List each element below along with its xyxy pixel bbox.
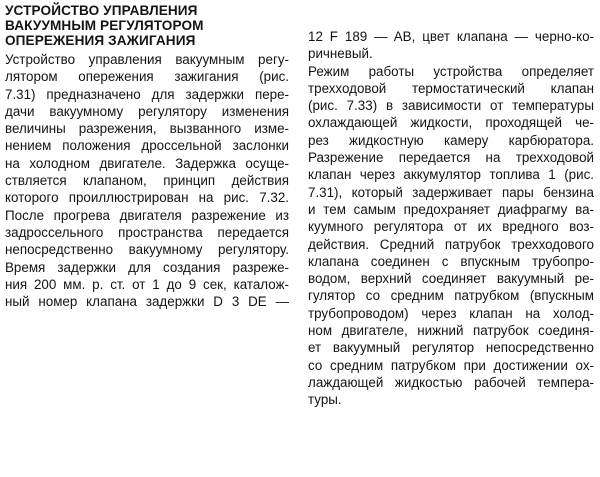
text-line: клапана соединен с впускным трубопро- bbox=[308, 253, 594, 269]
text-line: дачи вакуумному регулятору изменения bbox=[5, 103, 289, 119]
text-line: ствляется клапаном, принцип действия bbox=[5, 173, 289, 189]
text-line: клапан через аккумулятор топлива 1 (рис. bbox=[308, 167, 594, 183]
text-line: лаждающей жидкостью рабочей темпера- bbox=[308, 374, 594, 390]
text-line: гулятор со средним патрубком (впускным bbox=[308, 288, 594, 304]
text-line: трехходовой термостатический клапан bbox=[308, 80, 594, 96]
text-line: со средним патрубком при достижении ох- bbox=[308, 357, 594, 373]
text-line: ет вакуумный регулятор непосредственно bbox=[308, 340, 594, 356]
text-line: Устройство управления вакуумным регу- bbox=[5, 52, 289, 67]
heading-line: ОПЕРЕЖЕНИЯ ЗАЖИГАНИЯ bbox=[5, 33, 196, 48]
text-line: ном двигателе, нижний патрубок соединя- bbox=[308, 323, 594, 339]
heading-line: УСТРОЙСТВО УПРАВЛЕНИЯ bbox=[5, 3, 198, 18]
text-line: ричневый. bbox=[308, 46, 373, 62]
text-line: ный номер клапана задержки D 3 DE — bbox=[5, 294, 289, 310]
section-heading bbox=[5, 3, 289, 48]
text-line: трубопроводом) через клапан на холод- bbox=[308, 305, 594, 321]
text-line: охлаждающей жидкости, проходящей че- bbox=[308, 115, 594, 131]
text-line: которого проиллюстрирован на рис. 7.32. bbox=[5, 190, 289, 206]
left-body-text bbox=[5, 51, 289, 310]
text-line: и тем самым предохраняет диафрагму ва- bbox=[308, 201, 594, 217]
text-line: 12 F 189 — AB, цвет клапана — черно-ко- bbox=[308, 29, 594, 44]
text-line: ния 200 мм. р. ст. от 1 до 9 сек, каталож- bbox=[5, 276, 289, 292]
left-column bbox=[5, 3, 289, 310]
text-line: рез жидкостную камеру карбюратора. bbox=[308, 132, 594, 148]
text-line: (рис. 7.33) в зависимости от температуры bbox=[308, 98, 594, 114]
text-line: Разрежение передается на трехходовой bbox=[308, 150, 594, 166]
text-line: величины разрежения, вызванного изме- bbox=[5, 121, 289, 137]
text-line: 7.31), который задерживает пары бензина bbox=[308, 184, 594, 200]
text-line: задроссельного пространства передается bbox=[5, 224, 289, 240]
text-line: на холодном двигателе. Задержка осуще- bbox=[5, 155, 289, 171]
text-line: нением положения дроссельной заслонки bbox=[5, 138, 289, 154]
right-column bbox=[308, 28, 594, 409]
text-line: Режим работы устройства определяет bbox=[308, 63, 594, 79]
text-line: куумного регулятора от их вредного воз- bbox=[308, 219, 594, 235]
text-line: Время задержки для создания разреже- bbox=[5, 259, 289, 275]
text-line: туры. bbox=[308, 392, 342, 408]
heading-line: ВАКУУМНЫМ РЕГУЛЯТОРОМ bbox=[5, 18, 204, 33]
text-line: После прогрева двигателя разрежение из bbox=[5, 207, 289, 223]
text-line: водом, верхний соединяет вакуумный ре- bbox=[308, 271, 594, 287]
right-body-text bbox=[308, 28, 594, 409]
text-line: 7.31) предназначено для задержки пере- bbox=[5, 86, 289, 102]
text-line: действия. Средний патрубок трехходового bbox=[308, 236, 594, 252]
text-line: лятором опережения зажигания (рис. bbox=[5, 69, 289, 85]
text-line: непосредственно вакуумному регулятору. bbox=[5, 242, 289, 258]
